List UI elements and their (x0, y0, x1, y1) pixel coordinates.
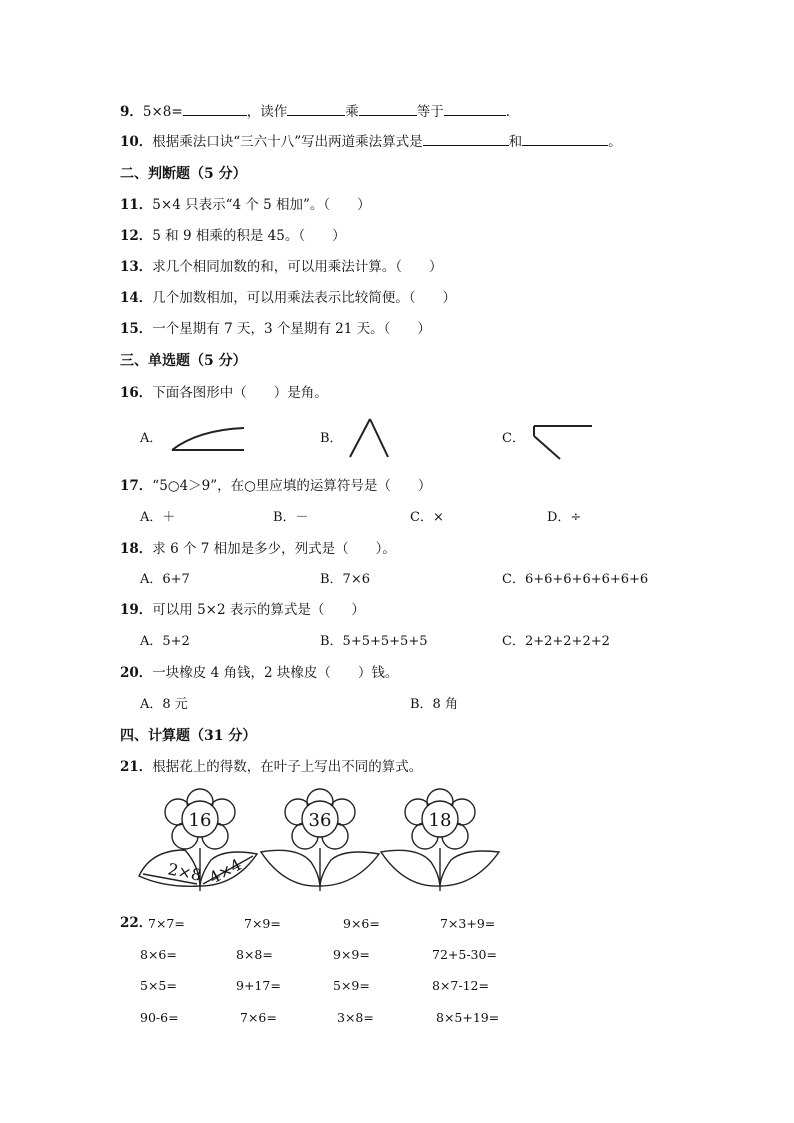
option-a[interactable]: A．8 元 (140, 697, 188, 712)
question-text: ，读作 (246, 104, 288, 120)
option-c[interactable]: C．× (410, 510, 444, 525)
option-b[interactable]: B．7×6 (320, 572, 370, 587)
question-number: 10． (120, 134, 153, 150)
calc-item: 3×8= (337, 1010, 374, 1025)
calc-item: 5×9= (333, 978, 370, 993)
question-text: 求几个相同加数的和，可以用乘法计算。（ ） (152, 259, 443, 275)
question-number: 20． (120, 665, 153, 681)
question-number: 15． (120, 321, 153, 337)
calc-item: 8×5+19= (436, 1010, 500, 1025)
question-12 (120, 227, 346, 245)
calc-item: 9×9= (333, 947, 370, 962)
question-18 (120, 540, 396, 558)
option-c[interactable]: C．2+2+2+2+2 (502, 634, 610, 649)
angle-figure-icon (346, 416, 392, 460)
flower-36 (261, 789, 379, 891)
calc-item: 8×6= (140, 947, 177, 962)
question-14 (120, 289, 456, 307)
option-c[interactable]: C． (502, 431, 525, 446)
answer-blank[interactable] (287, 103, 345, 116)
option-a[interactable]: A．＋ (140, 510, 176, 525)
flower-value: 36 (308, 810, 332, 831)
question-text: 求 6 个 7 相加是多少，列式是（ ）。 (152, 541, 396, 557)
calc-item: 7×6= (240, 1010, 277, 1025)
option-b[interactable]: B．5+5+5+5+5 (320, 634, 428, 649)
question-17 (120, 477, 431, 495)
calc-item: 90-6= (140, 1010, 179, 1025)
question-15 (120, 320, 431, 338)
option-a[interactable]: A．6+7 (140, 572, 190, 587)
flower-18 (381, 789, 499, 891)
question-text: ． (505, 104, 520, 120)
answer-blank[interactable] (183, 103, 247, 116)
option-b[interactable]: B． (320, 431, 343, 446)
calc-item: 5×5= (140, 978, 177, 993)
leaf-expression: 4×4 (205, 854, 245, 888)
answer-blank[interactable] (359, 103, 417, 116)
flower-value: 18 (428, 810, 452, 831)
question-text: 5×4 只表示“4 个 5 相加”。（ ） (152, 197, 371, 213)
question-text: 。 (608, 134, 622, 150)
question-number: 19． (120, 602, 153, 618)
question-21 (120, 758, 422, 776)
section-heading-judgement: 二、判断题（5 分） (120, 166, 247, 182)
leaf-expression: 2×8 (166, 859, 204, 885)
question-text: 一块橡皮 4 角钱，2 块橡皮（ ）钱。 (152, 665, 399, 681)
question-text: 下面各图形中（ ）是角。 (152, 385, 328, 401)
question-text: 等于 (416, 104, 444, 120)
section-heading-single-choice: 三、单选题（5 分） (120, 353, 247, 369)
calc-item: 7×7= (148, 916, 185, 931)
question-19 (120, 601, 365, 619)
question-text: 一个星期有 7 天，3 个星期有 21 天。（ ） (152, 321, 431, 337)
answer-blank[interactable] (444, 103, 506, 116)
calc-item: 9×6= (343, 916, 380, 931)
question-text: 几个加数相加，可以用乘法表示比较简便。（ ） (152, 290, 457, 306)
section-heading-calculation: 四、计算题（31 分） (120, 728, 257, 744)
question-11 (120, 196, 371, 214)
arc-figure-icon (168, 420, 248, 456)
question-number: 11． (120, 197, 153, 213)
question-number: 21． (120, 759, 153, 775)
calc-item: 72+5-30= (432, 947, 497, 962)
option-b[interactable]: B．－ (273, 510, 309, 525)
question-number: 9． (120, 104, 143, 120)
question-number: 17． (120, 478, 153, 494)
question-text: 根据乘法口诀“三六十八”写出两道乘法算式是 (152, 134, 423, 150)
calc-item: 7×9= (244, 916, 281, 931)
flower-value: 16 (188, 810, 212, 831)
flowers-figure (135, 786, 505, 896)
calc-item: 7×3+9= (440, 916, 496, 931)
question-text: 乘 (345, 104, 359, 120)
question-number: 22． (120, 915, 153, 931)
question-number: 16． (120, 385, 153, 401)
option-c[interactable]: C．6+6+6+6+6+6+6 (502, 572, 649, 587)
question-20 (120, 664, 398, 682)
question-13 (120, 258, 443, 276)
option-a[interactable]: A． (140, 431, 163, 446)
option-a[interactable]: A．5+2 (140, 634, 190, 649)
calc-item: 8×8= (236, 947, 273, 962)
question-text: “5○4＞9”，在○里应填的运算符号是（ ） (152, 478, 432, 494)
calc-item: 9+17= (236, 978, 281, 993)
question-10 (120, 133, 622, 151)
question-text: 5×8= (142, 104, 183, 120)
question-text: 根据花上的得数，在叶子上写出不同的算式。 (152, 759, 423, 775)
question-number: 12． (120, 228, 153, 244)
question-number: 18． (120, 541, 153, 557)
answer-blank[interactable] (522, 133, 608, 146)
option-d[interactable]: D．÷ (547, 510, 582, 525)
option-b[interactable]: B．8 角 (410, 697, 458, 712)
calc-item: 8×7-12= (432, 978, 489, 993)
question-text: 可以用 5×2 表示的算式是（ ） (152, 602, 365, 618)
question-16 (120, 384, 328, 402)
answer-blank[interactable] (423, 133, 509, 146)
open-figure-icon (530, 418, 596, 462)
question-text: 和 (508, 134, 523, 150)
question-number: 14． (120, 290, 153, 306)
question-9 (120, 103, 519, 121)
question-text: 5 和 9 相乘的积是 45。（ ） (152, 228, 346, 244)
question-number: 13． (120, 259, 153, 275)
